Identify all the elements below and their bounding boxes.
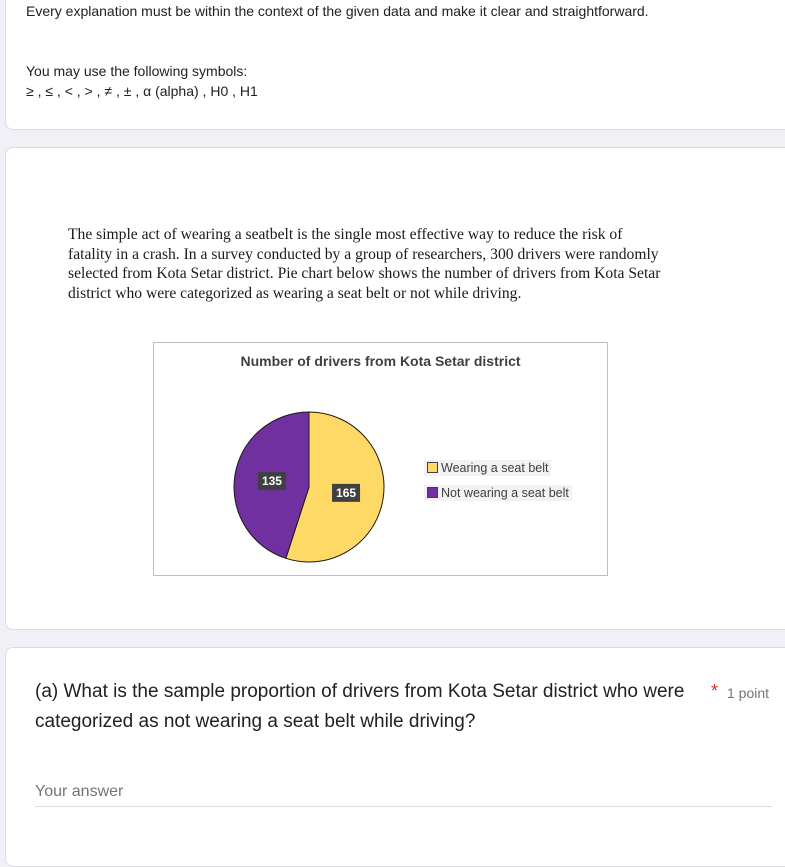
legend-swatch	[427, 487, 438, 498]
answer-input[interactable]	[35, 778, 772, 807]
required-marker: *	[711, 681, 719, 701]
data-label-text: 165	[336, 485, 357, 500]
passage-card	[5, 147, 785, 630]
instruction-text: Every explanation must be within the context of the given data and make it clear and straightforward.	[26, 3, 649, 19]
symbols-list: ≥ , ≤ , < , > , ≠ , ± , α (alpha) , H0 , H1	[26, 83, 258, 99]
symbols-heading: You may use the following symbols:	[26, 63, 248, 79]
passage-line: selected from Kota Setar district. Pie chart below shows the number of drivers from Kota Setar	[68, 265, 661, 282]
legend-item-not-wearing	[424, 485, 572, 501]
data-label	[258, 472, 286, 490]
data-label-text: 135	[261, 474, 282, 489]
points-label: 1 point	[727, 685, 770, 701]
passage-text	[68, 225, 700, 303]
passage-line: The simple act of wearing a seatbelt is the single most effective way to reduce the risk of	[68, 226, 623, 243]
question-card	[5, 647, 785, 867]
data-label	[332, 484, 360, 502]
question-text: (a) What is the sample proportion of drivers from Kota Setar district who were categorized as not wearing a seat belt while driving?	[35, 681, 685, 732]
passage-line: district who were categorized as wearing a seat belt or not while driving.	[68, 284, 522, 302]
chart-title: Number of drivers from Kota Setar district	[240, 353, 521, 369]
legend-swatch	[427, 462, 438, 473]
legend-label: Not wearing a seat belt	[441, 486, 569, 500]
pie-chart	[153, 342, 608, 576]
legend-label: Wearing a seat belt	[441, 461, 549, 475]
passage-line: fatality in a crash. In a survey conducted by a group of researchers, 300 drivers were randomly	[68, 245, 659, 263]
legend-item-wearing	[424, 460, 551, 476]
instructions-card	[5, 0, 785, 130]
